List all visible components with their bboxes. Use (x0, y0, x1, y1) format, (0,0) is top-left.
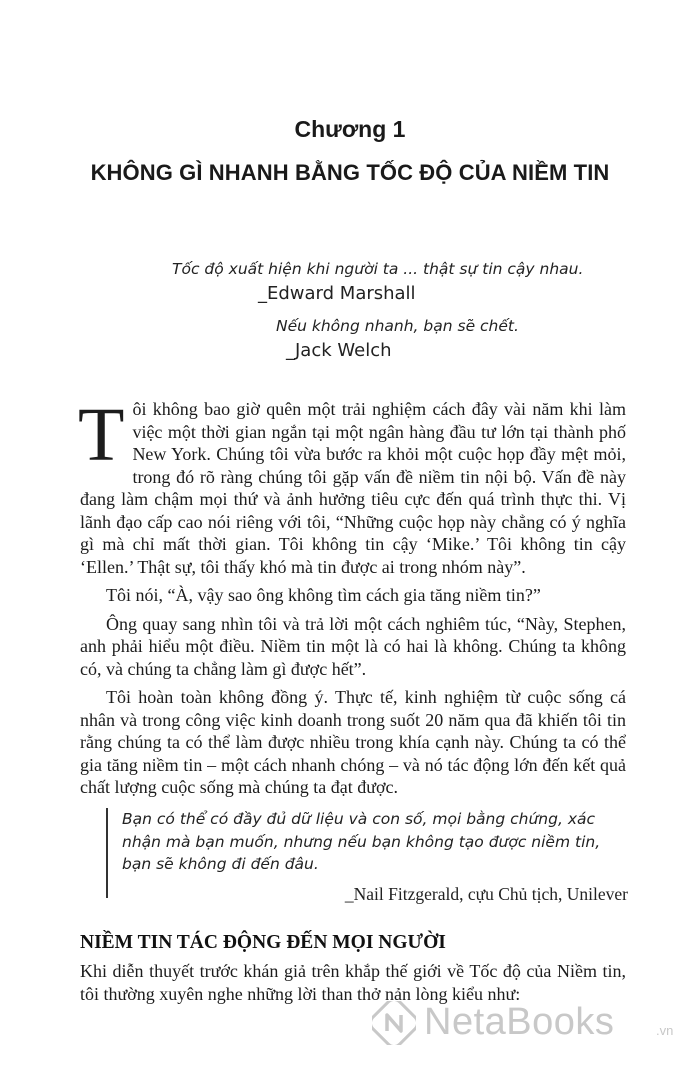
body-text (78, 393, 626, 805)
paragraph-3: Ông quay sang nhìn tôi và trả lời một cách nghiêm túc, “Này, Stephen, anh phải hiểu một điều. Niềm tin một là có hai là không. Chúng ta không có, và chúng ta chẳng làm gì được hết”. (80, 613, 626, 679)
watermark-brand: NetaBooks (424, 1001, 615, 1043)
pull-quote-text: Bạn có thể có đầy đủ dữ liệu và con số, mọi bằng chứng, xác nhận mà bạn muốn, nhưng nếu bạn không tạo được niềm tin, bạn sẽ không đi đến đâu. (122, 810, 601, 873)
section-heading: NIỀM TIN TÁC ĐỘNG ĐẾN MỌI NGƯỜI (80, 932, 446, 953)
pull-quote (106, 808, 630, 904)
epigraph-author-2: _Jack Welch (286, 340, 392, 361)
chapter-number: Chương 1 (294, 116, 406, 142)
epigraph-quote-2: Nếu không nhanh, bạn sẽ chết. (276, 317, 519, 335)
paragraph-1 (78, 393, 626, 578)
watermark-logo-icon (372, 1001, 416, 1045)
watermark-suffix: .vn (656, 1023, 674, 1038)
section-paragraph: Khi diễn thuyết trước khán giả trên khắp thế giới về Tốc độ của Niềm tin, tôi thường xuyên nghe những lời than thở nản lòng kiểu như: (80, 961, 626, 1004)
chapter-title: KHÔNG GÌ NHANH BẰNG TỐC ĐỘ CỦA NIỀM TIN (90, 160, 610, 185)
epigraph-quote-1: Tốc độ xuất hiện khi người ta ... thật sự tin cậy nhau. (172, 260, 584, 278)
watermark (372, 995, 692, 1055)
paragraph-1-text: ôi không bao giờ quên một trải nghiệm cách đây vài năm khi làm việc một thời gian ngắn tại một ngân hàng đầu tư lớn tại thành phố New York. Chúng tôi vừa bước ra khỏi một cuộc họp đầy mệt mỏi, trong đó rõ ràng chúng tôi gặp vấn đề niềm tin nội bộ. Vấn đề này đang làm chậm mọi thứ và ảnh hưởng tiêu cực đến quá trình thực thi. Vị lãnh đạo cấp cao nói riêng với tôi, “Những cuộc họp này chẳng có ý nghĩa gì mà chỉ mất thời gian. Tôi không tin cậy ‘Mike.’ Tôi không tin cậy ‘Ellen.’ Thật sự, tôi thấy khó mà tin được ai trong nhóm này”. (80, 399, 626, 577)
epigraph-author-1: _Edward Marshall (258, 283, 416, 304)
pull-quote-author: _Nail Fitzgerald, cựu Chủ tịch, Unilever (344, 884, 628, 904)
paragraph-4: Tôi hoàn toàn không đồng ý. Thực tế, kinh nghiệm từ cuộc sống cá nhân và trong công việc kinh doanh trong suốt 20 năm qua đã khiến tôi tin rằng chúng ta có thể làm được nhiều trong khía cạnh này. Chúng ta có thể gia tăng niềm tin – một cách nhanh chóng – và nó tác động lớn đến kết quả chất lượng cuộc sống mà chúng ta đạt được. (80, 687, 626, 797)
drop-cap: T (78, 393, 125, 477)
paragraph-2: Tôi nói, “À, vậy sao ông không tìm cách gia tăng niềm tin?” (106, 585, 541, 605)
